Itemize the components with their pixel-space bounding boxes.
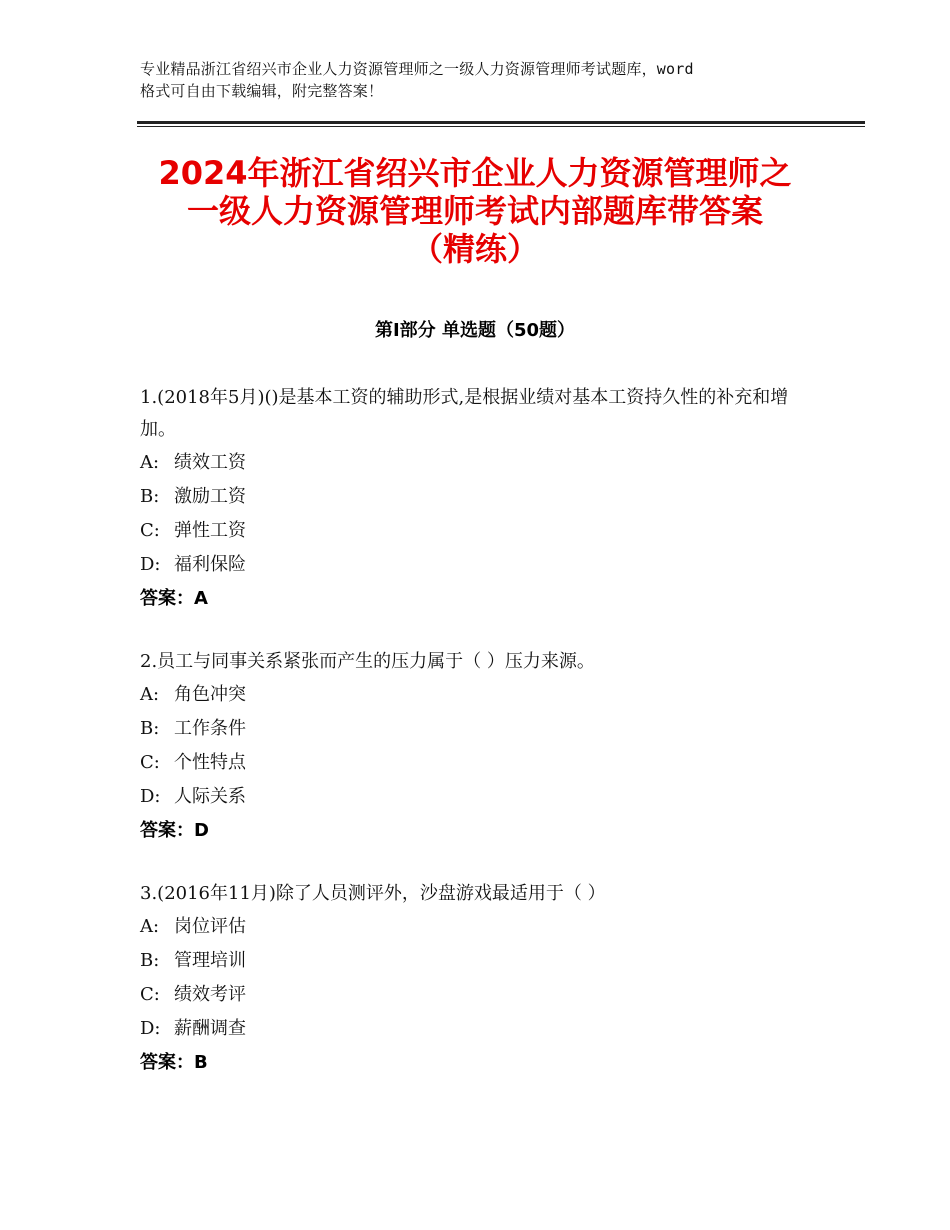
option-text: 角色冲突 xyxy=(174,684,246,705)
header-note xyxy=(140,58,830,102)
option-text: 绩效工资 xyxy=(174,452,246,473)
title-line2: 一级人力资源管理师考试内部题库带答案 xyxy=(186,192,763,230)
option-letter: B: xyxy=(140,950,160,971)
option-letter: A: xyxy=(140,916,160,937)
option-text: 岗位评估 xyxy=(174,916,246,937)
option-d xyxy=(140,780,820,814)
option-text: 薪酬调查 xyxy=(174,1018,246,1039)
option-d xyxy=(140,548,820,582)
option-letter: C: xyxy=(140,984,160,1005)
option-a xyxy=(140,446,820,480)
answer-label: 答案：D xyxy=(140,820,209,841)
header-note-line2: 格式可自由下载编辑，附完整答案！ xyxy=(140,82,384,100)
option-letter: D: xyxy=(140,1018,161,1039)
option-c xyxy=(140,746,820,780)
option-letter: A: xyxy=(140,452,160,473)
question-list xyxy=(140,382,820,1110)
option-b xyxy=(140,944,820,978)
option-text: 管理培训 xyxy=(174,950,246,971)
option-letter: D: xyxy=(140,786,161,807)
option-text: 人际关系 xyxy=(174,786,246,807)
option-text: 弹性工资 xyxy=(174,520,246,541)
option-text: 个性特点 xyxy=(174,752,246,773)
option-c xyxy=(140,978,820,1012)
title-line1: 2024年浙江省绍兴市企业人力资源管理师之 xyxy=(158,154,792,192)
section-heading: 第Ⅰ部分 单选题（50题） xyxy=(374,320,575,341)
option-d xyxy=(140,1012,820,1046)
option-letter: B: xyxy=(140,718,160,739)
option-letter: B: xyxy=(140,486,160,507)
option-text: 激励工资 xyxy=(174,486,246,507)
answer-label: 答案：B xyxy=(140,1052,208,1073)
question-stem: 2.员工与同事关系紧张而产生的压力属于（ ）压力来源。 xyxy=(140,651,595,672)
option-a xyxy=(140,678,820,712)
question-item xyxy=(140,646,820,848)
option-b xyxy=(140,480,820,514)
question-stem: 3.(2016年11月)除了人员测评外，沙盘游戏最适用于（ ） xyxy=(140,883,606,904)
question-item xyxy=(140,878,820,1080)
option-letter: D: xyxy=(140,554,161,575)
question-item xyxy=(140,382,820,616)
option-b xyxy=(140,712,820,746)
question-stem: 1.(2018年5月)()是基本工资的辅助形式,是根据业绩对基本工资持久性的补充和增加。 xyxy=(140,387,789,440)
header-divider-thin xyxy=(137,126,865,127)
option-text: 福利保险 xyxy=(174,554,246,575)
option-letter: C: xyxy=(140,752,160,773)
option-letter: C: xyxy=(140,520,160,541)
option-letter: A: xyxy=(140,684,160,705)
answer-label: 答案：A xyxy=(140,588,208,609)
header-divider-thick xyxy=(137,121,865,124)
title-line3: （精练） xyxy=(410,230,539,268)
option-c xyxy=(140,514,820,548)
option-a xyxy=(140,910,820,944)
header-note-line1: 专业精品浙江省绍兴市企业人力资源管理师之一级人力资源管理师考试题库，word xyxy=(140,60,694,78)
option-text: 绩效考评 xyxy=(174,984,246,1005)
option-text: 工作条件 xyxy=(174,718,246,739)
document-title xyxy=(120,154,830,268)
